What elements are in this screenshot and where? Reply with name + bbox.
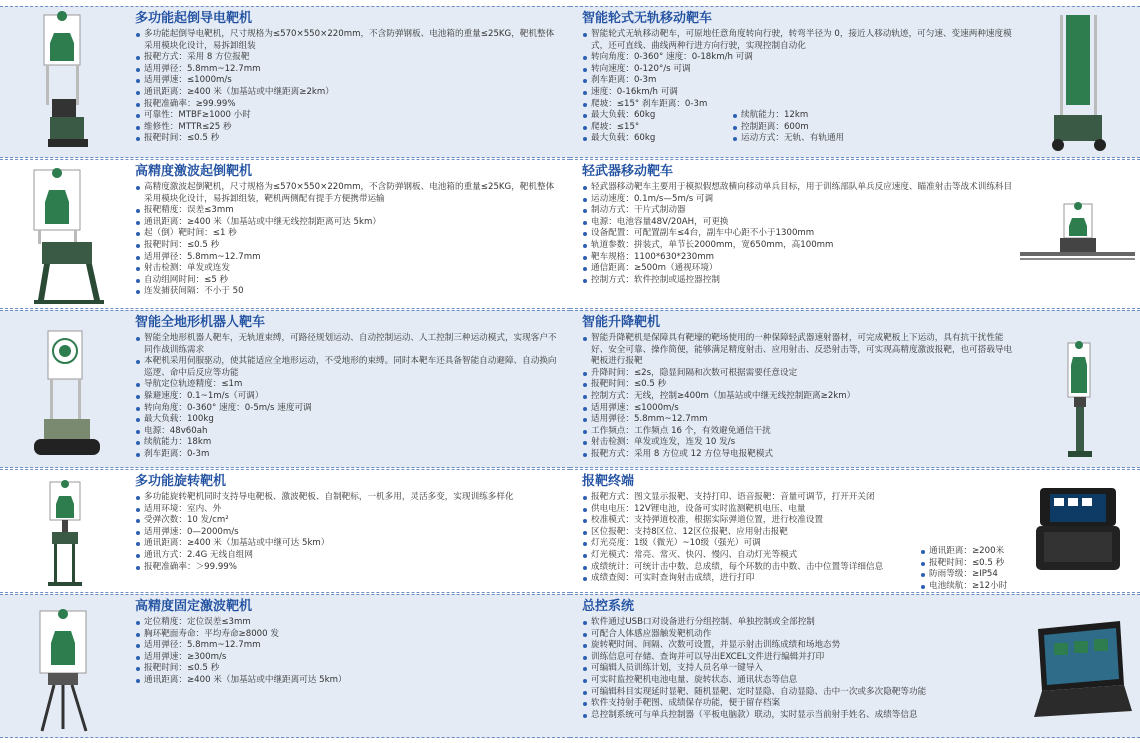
spec-item: 通信距离：≥500m（通视环境） (582, 263, 1014, 275)
right-column (570, 0, 1140, 743)
spec-item: 刹车距离：0-3m (582, 75, 1014, 87)
spec-item: 通讯距离：≥400 米（加基站或中继可达 5km） (135, 538, 560, 550)
spec-item: 高精度激波起倒靶机，尺寸规格为≤570×550×220mm，不含防弹钢板、电池箱的重量≤25KG，靶机整体采用模块化设计，易拆卸组装，靶机两侧配有提手方便携带运输 (135, 182, 560, 205)
spec-item: 供电电压：12V锂电池，设备可实时监测靶机电压、电量 (582, 504, 902, 516)
product-card-wheeled-target-car (570, 6, 1140, 158)
product-text-lifting-target (582, 315, 1014, 461)
spec-item: 最大负载：60kg (582, 110, 732, 122)
product-image-rotating-target (4, 474, 124, 590)
product-image-conductive-target (4, 11, 124, 155)
spec-item: 控制方式：无线，控制≥400m（加基站或中继无线控制距离≥2km） (582, 391, 1014, 403)
spec-two-columns (582, 110, 1014, 145)
spec-item: 控制方式：软件控制或遥控器控制 (582, 275, 1014, 287)
spec-item: 报靶准确率：＞99.99% (135, 562, 560, 574)
product-title: 高精度激波起倒靶机 (135, 164, 253, 179)
spec-item: 转向角度：0-360° 速度：0-18km/h 可调 (582, 52, 1014, 64)
product-text-master-control (582, 599, 1014, 721)
spec-item: 电池续航：≥12小时 (920, 581, 1020, 593)
spec-item: 智能轮式无轨移动靶车，可原地任意角度转向行驶，转弯半径为 0，接近人移动轨迹，可匀速、变速两种速度模式，还可直线、曲线两种行进方向行驶，实现控制自动化 (582, 29, 1014, 52)
spec-item: 适用弹速：≥300m/s (135, 652, 560, 664)
spec-item: 适用弹径：5.8mm~12.7mm (135, 640, 560, 652)
spec-item: 报靶方式：采用 8 方位报靶 (135, 52, 560, 64)
product-text-conductive-target (135, 11, 560, 145)
spec-item: 可编辑科目实现延时显靶、随机显靶、定时显隐、自动显隐、击中一次或多次隐靶等功能 (582, 687, 1014, 699)
spec-list (135, 617, 560, 687)
spec-item: 区位报靶：支持8区位、12区位报靶、应用射击报靶 (582, 527, 902, 539)
product-image-wheeled-target-car (1020, 11, 1135, 155)
spec-item: 智能全地形机器人靶车，无轨道束缚，可路径规划运动、自动控制运动、人工控制三种运动模式，实现客户不同作战训练需求 (135, 333, 560, 356)
spec-item: 智能升降靶机是保障具有靶壕的靶场使用的一种保障轻武器速射器材，可完成靶板上下运动，具有抗干扰性能好、安全可靠、操作简便，能够满足精度射击、应用射击、反恐射击等，可实现高精度激波报靶，也可搭载导电靶板进行报靶 (582, 333, 1014, 368)
spec-item: 多功能起倒导电靶机，尺寸规格为≤570×550×220mm，不含防弹钢板、电池箱的重量≤25KG，靶机整体采用模块化设计，易拆卸组装 (135, 29, 560, 52)
spec-list (582, 29, 1014, 110)
spec-item: 可配合人体感应器触发靶机动作 (582, 629, 1014, 641)
spec-item: 转向速度：0-120°/s 可调 (582, 64, 1014, 76)
spec-item: 报靶准确率：≥99.99% (135, 99, 560, 111)
product-title: 多功能起倒导电靶机 (135, 11, 253, 26)
spec-item: 刹车距离：0-3m (135, 449, 560, 461)
spec-item: 通讯距离：≥400 米（加基站或中继距离≥2km） (135, 87, 560, 99)
spec-item: 设备配置：可配置副车≤4台，副车中心距不小于1300mm (582, 228, 1014, 240)
spec-item: 起（倒）靶时间：≤1 秒 (135, 228, 560, 240)
product-card-fixed-target (0, 594, 570, 738)
spec-item: 多功能旋转靶机同时支持导电靶板、激波靶板、自制靶标，一机多用，灵活多变，实现训练多样化 (135, 492, 560, 504)
spec-item: 维修性：MTTR≤25 秒 (135, 122, 560, 134)
spec-item: 躲避速度：0.1~1m/s（可调） (135, 391, 560, 403)
spec-item: 报靶方式：图文显示报靶、支持打印、语音报靶：音量可调节，打开开关闭 (582, 492, 902, 504)
product-text-shockwave-target (135, 164, 560, 298)
spec-item: 报靶时间：≤0.5 秒 (920, 558, 1020, 570)
product-title: 智能升降靶机 (582, 315, 661, 330)
product-card-scoring-terminal (570, 469, 1140, 593)
product-title: 多功能旋转靶机 (135, 474, 227, 489)
spec-item: 灯光亮度：1级（微光）~10级（强光）可调 (582, 538, 902, 550)
spec-item: 报靶时间：≤0.5 秒 (135, 133, 560, 145)
product-text-rotating-target (135, 474, 560, 573)
product-card-shockwave-target (0, 159, 570, 309)
product-title: 总控系统 (582, 599, 635, 614)
spec-list (135, 29, 560, 145)
terminal-side-specs (920, 546, 1020, 592)
product-text-fixed-target (135, 599, 560, 687)
spec-item: 最大负载：60kg (582, 133, 732, 145)
spec-list (135, 492, 560, 573)
spec-item: 适用弹速：≤1000m/s (135, 75, 560, 87)
spec-item: 可实时监控靶机电池电量、旋转状态、通讯状态等信息 (582, 675, 1014, 687)
spec-item: 校准模式：支持弹道校准，根据实际弹道位置，进行校准设置 (582, 515, 902, 527)
product-card-light-weapon-target-car (570, 159, 1140, 309)
spec-item: 自动组网时间：≤5 秒 (135, 275, 560, 287)
spec-item: 适用弹径：5.8mm~12.7mm (582, 414, 1014, 426)
spec-item: 续航能力：18km (135, 437, 560, 449)
spec-item: 通讯距离：≥200米 (920, 546, 1020, 558)
spec-item: 适用环境：室内、外 (135, 504, 560, 516)
spec-item: 报靶方式：采用 8 方位或 12 方位导电报靶模式 (582, 449, 1014, 461)
spec-item: 软件支持射手靶图、成绩保存功能，便于留存档案 (582, 698, 1014, 710)
spec-item: 总控制系统可与单兵控制器（平板电脑款）联动，实时显示当前射手姓名、成绩等信息 (582, 710, 1014, 722)
spec-item: 通讯距离：≥400 米（加基站或中继无线控制距离可达 5km） (135, 217, 560, 229)
spec-item: 适用弹径：5.8mm~12.7mm (135, 64, 560, 76)
spec-list (582, 617, 1014, 721)
spec-item: 速度：0-16km/h 可调 (582, 87, 1014, 99)
spec-item: 报靶时间：≤0.5 秒 (135, 663, 560, 675)
product-card-robot-target (0, 310, 570, 468)
product-card-master-control (570, 594, 1140, 738)
spec-item: 射击检测：单发或连发 (135, 263, 560, 275)
spec-item: 报靶时间：≤0.5 秒 (582, 379, 1014, 391)
spec-item: 适用弹径：5.8mm~12.7mm (135, 252, 560, 264)
product-image-shockwave-target (4, 164, 124, 306)
spec-item: 训练信息可存储、查询并可以导出EXCEL文件进行编辑并打印 (582, 652, 1014, 664)
product-image-lifting-target (1020, 315, 1135, 465)
spec-item: 控制距离：600m (732, 122, 882, 134)
product-card-rotating-target (0, 469, 570, 593)
spec-list (582, 333, 1014, 461)
spec-item: 升降时间：≤2s，隐显间隔和次数可根据需要任意设定 (582, 368, 1014, 380)
spec-item: 制动方式：干片式制动器 (582, 205, 1014, 217)
spec-item: 导航定位轨迹精度：≤1m (135, 379, 560, 391)
spec-item: 转向角度：0-360° 速度：0-5m/s 速度可调 (135, 403, 560, 415)
spec-item: 射击检测：单发或连发，连发 10 发/s (582, 437, 1014, 449)
spec-item: 工作频点：工作频点 16 个，有效避免通信干扰 (582, 426, 1014, 438)
spec-item: 胸环靶面寿命：平均寿命≥8000 发 (135, 629, 560, 641)
spec-item: 最大负载：100kg (135, 414, 560, 426)
product-card-lifting-target (570, 310, 1140, 468)
spec-item: 轨道参数：拼装式，单节长2000mm，宽650mm，高100mm (582, 240, 1014, 252)
spec-list-col2 (732, 110, 882, 145)
spec-item: 运动方式：无轨、有轨通用 (732, 133, 882, 145)
spec-item: 成绩统计：可统计击中数、总成绩，每个环数的击中数、击中位置等详细信息 (582, 562, 902, 574)
spec-item: 续航能力：12km (732, 110, 882, 122)
product-card-conductive-target (0, 6, 570, 158)
product-text-wheeled-target-car (582, 11, 1014, 145)
product-image-laptop (1020, 599, 1135, 735)
product-title: 报靶终端 (582, 474, 635, 489)
product-text-scoring-terminal (582, 474, 902, 585)
spec-item: 受弹次数：10 发/cm² (135, 515, 560, 527)
spec-item: 轻武器移动靶车主要用于模拟假想敌横向移动单兵目标，用于训练部队单兵反应速度、瞄准射击等战术训练科目 (582, 182, 1014, 194)
spec-item: 爬坡：≤15° (582, 122, 732, 134)
spec-item: 旋转靶时间、间隔、次数可设置，并显示射击训练成绩和场地态势 (582, 640, 1014, 652)
spec-item: 电源：电池容量48V/20AH，可更换 (582, 217, 1014, 229)
product-image-scoring-terminal (1020, 474, 1135, 590)
spec-item: 可编辑人员训练计划，支持人员名单一键导入 (582, 663, 1014, 675)
spec-item: 爬坡：≤15° 刹车距离：0-3m (582, 99, 1014, 111)
spec-item: 可靠性：MTBF≥1000 小时 (135, 110, 560, 122)
product-title: 智能轮式无轨移动靶车 (582, 11, 713, 26)
spec-item: 报靶精度：误差≤3mm (135, 205, 560, 217)
spec-list-col1 (582, 110, 732, 145)
product-text-robot-target (135, 315, 560, 461)
product-title: 高精度固定激波靶机 (135, 599, 253, 614)
spec-item: 通讯距离：≥400 米（加基站或中继距离可达 5km） (135, 675, 560, 687)
spec-item: 通讯方式：2.4G 无线自组网 (135, 550, 560, 562)
spec-list (582, 182, 1014, 286)
spec-item: 运动速度：0.1m/s—5m/s 可调 (582, 194, 1014, 206)
product-image-fixed-target (4, 599, 124, 735)
spec-item: 连发捕获间隔：不小于 50 (135, 286, 560, 298)
spec-list (135, 182, 560, 298)
spec-item: 软件通过USB口对设备进行分组控制、单独控制或全部控制 (582, 617, 1014, 629)
product-title: 轻武器移动靶车 (582, 164, 674, 179)
spec-item: 靶车规格：1100*630*230mm (582, 252, 1014, 264)
spec-item: 成绩查阅：可实时查询射击成绩，进行打印 (582, 573, 902, 585)
product-image-light-weapon-target-car (1020, 164, 1135, 306)
spec-item: 适用弹速：0—2000m/s (135, 527, 560, 539)
spec-list (582, 492, 902, 585)
spec-item: 灯光模式：常亮、常灭、快闪、慢闪、自动灯光等模式 (582, 550, 902, 562)
product-image-robot-target (4, 315, 124, 465)
spec-item: 报靶时间：≤0.5 秒 (135, 240, 560, 252)
spec-item: 适用弹速：≤1000m/s (582, 403, 1014, 415)
spec-list (135, 333, 560, 461)
spec-item: 本靶机采用伺服驱动，使其能适应全地形运动，不受地形的束缚。同时本靶车还具备智能自动避障、自动换向巡逻、命中后反应等功能 (135, 356, 560, 379)
spec-item: 定位精度：定位误差≤3mm (135, 617, 560, 629)
spec-item: 电源：48v60ah (135, 426, 560, 438)
product-title: 智能全地形机器人靶车 (135, 315, 266, 330)
spec-item: 防雨等级：≥IP54 (920, 569, 1020, 581)
product-text-light-weapon-target-car (582, 164, 1014, 286)
